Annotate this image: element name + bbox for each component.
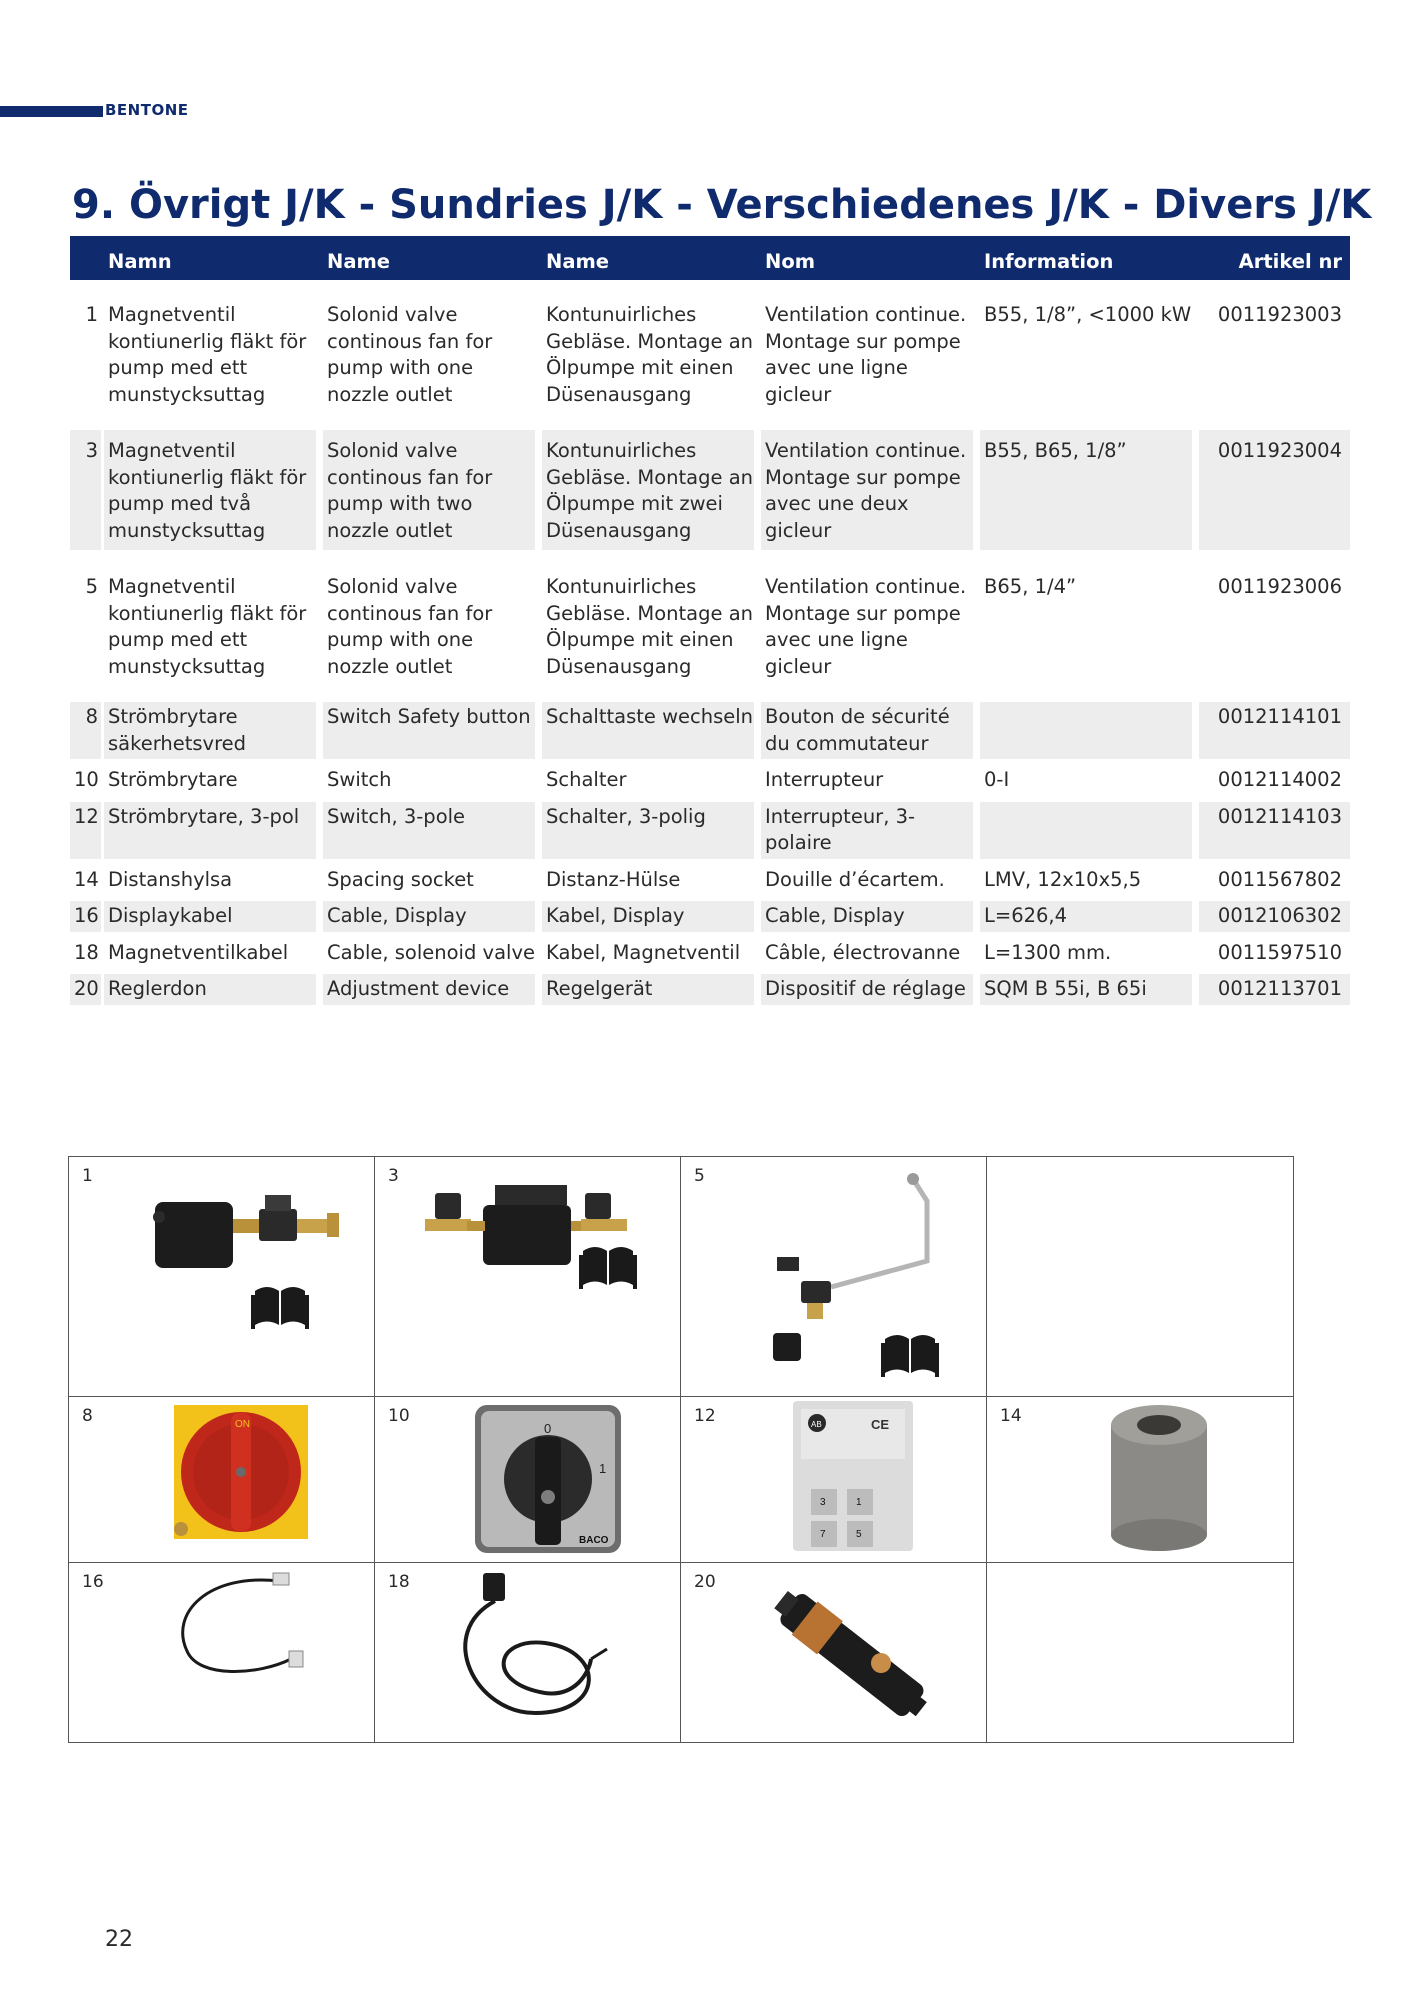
item-article-number: 0011923004	[1199, 430, 1350, 550]
item-info: LMV, 12x10x5,5	[984, 867, 1142, 891]
item-info: 0-I	[984, 768, 1010, 791]
item-name-de: Schalter	[546, 768, 627, 791]
image-label: 10	[388, 1406, 410, 1426]
spacing-socket-image	[987, 1397, 1293, 1563]
item-name-fr: Bouton de sécurité du commutateur	[761, 702, 980, 759]
image-cell-12	[681, 1397, 987, 1563]
item-article-number: 0012106302	[1199, 901, 1350, 932]
image-label: 3	[388, 1166, 399, 1186]
image-label: 16	[82, 1572, 104, 1592]
solenoid-valve-double-image	[375, 1157, 681, 1397]
item-name-sv: Strömbrytare	[108, 768, 238, 791]
adjustment-device-image	[681, 1563, 987, 1742]
header-num	[70, 236, 104, 280]
terminal-label: 7	[820, 1529, 826, 1540]
item-name-fr: Ventilation continue. Montage sur pompe avec une deux gicleur	[761, 430, 980, 550]
item-name-sv: Distanshylsa	[108, 867, 233, 891]
image-cell-18	[375, 1563, 681, 1742]
item-name-en: Solonid valve continous fan for pump with one nozzle outlet	[327, 575, 493, 678]
item-article-number: 0011923003	[1217, 303, 1342, 326]
item-name-sv: Displaykabel	[104, 901, 323, 932]
item-name-sv: Magnetventil kontiunerlig fläkt för pump med två munstycksuttag	[104, 430, 323, 550]
manual-book-icon	[579, 1247, 637, 1289]
item-name-fr: Interrupteur	[765, 768, 884, 791]
image-label: 14	[1000, 1406, 1022, 1426]
item-name-de: Distanz-Hülse	[546, 867, 681, 891]
item-name-en: Cable, Display	[323, 901, 542, 932]
item-name-en: Adjustment device	[323, 974, 542, 1005]
item-article-number: 0011597510	[1217, 940, 1342, 964]
item-number: 20	[70, 974, 104, 1005]
item-name-de: Regelgerät	[542, 974, 761, 1005]
image-cell-14	[987, 1397, 1293, 1563]
image-cell-3	[375, 1157, 681, 1397]
item-article-number: 0012114103	[1199, 802, 1350, 859]
item-name-fr: Dispositif de réglage	[761, 974, 980, 1005]
item-name-sv: Reglerdon	[104, 974, 323, 1005]
ce-mark: CE	[871, 1417, 890, 1432]
header-article-number: Artikel nr	[1199, 236, 1350, 280]
item-name-de: Kabel, Magnetventil	[546, 940, 741, 964]
item-name-fr: Interrupteur, 3-polaire	[761, 802, 980, 859]
terminal-label: 5	[856, 1529, 862, 1540]
table-row	[70, 566, 1350, 686]
item-info: SQM B 55i, B 65i	[980, 974, 1199, 1005]
image-label: 12	[694, 1406, 716, 1426]
header-name-en: Name	[323, 236, 542, 280]
brand-bar	[0, 106, 103, 117]
table-row	[70, 280, 1350, 414]
item-name-sv: Magnetventil kontiunerlig fläkt för pump med ett munstycksuttag	[108, 303, 307, 406]
table-row	[70, 974, 1350, 1005]
image-cell-10	[375, 1397, 681, 1563]
table-row	[70, 765, 1350, 796]
image-cell-5	[681, 1157, 987, 1397]
item-name-en: Solonid valve continous fan for pump with one nozzle outlet	[327, 303, 493, 406]
item-info: L=1300 mm.	[984, 940, 1112, 964]
switch-brand-badge: AB	[811, 1420, 822, 1429]
solenoid-cable-image	[375, 1563, 681, 1742]
image-cell-1	[69, 1157, 375, 1397]
switch-position-1: 1	[599, 1461, 607, 1476]
item-info: B55, 1/8”, <1000 kW	[984, 303, 1192, 326]
image-label: 20	[694, 1572, 716, 1592]
manual-book-icon	[881, 1335, 939, 1377]
item-name-sv: Magnetventil kontiunerlig fläkt för pump med ett munstycksuttag	[108, 575, 307, 678]
rotary-switch-image	[375, 1397, 681, 1563]
page-number: 22	[105, 1927, 133, 1952]
image-label: 5	[694, 1166, 705, 1186]
image-cell-16	[69, 1563, 375, 1742]
item-number: 3	[70, 430, 104, 550]
item-info: B55, B65, 1/8”	[980, 430, 1199, 550]
item-name-fr: Câble, électrovanne	[765, 940, 961, 964]
item-name-en: Spacing socket	[327, 867, 474, 891]
item-info: B65, 1/4”	[984, 575, 1077, 598]
item-info: L=626,4	[980, 901, 1199, 932]
item-info	[980, 702, 1199, 759]
item-article-number: 0011567802	[1217, 867, 1342, 891]
item-name-en: Switch Safety button	[323, 702, 542, 759]
table-row	[70, 430, 1350, 550]
item-name-fr: Ventilation continue. Montage sur pompe avec une ligne gicleur	[765, 575, 967, 678]
item-name-en: Solonid valve continous fan for pump with two nozzle outlet	[323, 430, 542, 550]
solenoid-valve-single-image	[69, 1157, 375, 1397]
image-cell-8	[69, 1397, 375, 1563]
header-namn: Namn	[104, 236, 323, 280]
display-cable-image	[69, 1563, 375, 1742]
image-cell-empty	[987, 1563, 1293, 1742]
switch-brand-label: BACO	[579, 1535, 609, 1546]
header-nom: Nom	[761, 236, 980, 280]
table-row	[70, 938, 1350, 969]
image-label: 18	[388, 1572, 410, 1592]
item-name-de: Schalttaste wechseln	[542, 702, 761, 759]
three-pole-switch-image	[681, 1397, 987, 1563]
safety-switch-image	[69, 1397, 375, 1563]
image-label: 1	[82, 1166, 93, 1186]
parts-image-grid	[68, 1156, 1294, 1743]
item-article-number: 0012114101	[1199, 702, 1350, 759]
item-name-en: Cable, solenoid valve	[327, 940, 535, 964]
item-article-number: 0012114002	[1217, 768, 1342, 791]
item-name-de: Kontunuirliches Gebläse. Montage an Ölpumpe mit zwei Düsenausgang	[542, 430, 761, 550]
table-row	[70, 802, 1350, 859]
item-name-sv: Strömbrytare säkerhetsvred	[104, 702, 323, 759]
item-number: 12	[70, 802, 104, 859]
item-name-de: Schalter, 3-polig	[542, 802, 761, 859]
item-number: 10	[74, 768, 99, 791]
solenoid-valve-with-pipe-image	[681, 1157, 987, 1397]
manual-book-icon	[251, 1287, 309, 1329]
item-name-de: Kontunuirliches Gebläse. Montage an Ölpumpe mit einen Düsenausgang	[546, 303, 753, 406]
item-number: 8	[70, 702, 104, 759]
item-name-en: Switch	[327, 768, 392, 791]
terminal-label: 3	[820, 1497, 826, 1508]
item-article-number: 0012113701	[1199, 974, 1350, 1005]
item-name-de: Kabel, Display	[542, 901, 761, 932]
terminal-label: 1	[856, 1497, 862, 1508]
item-number: 5	[85, 575, 98, 598]
switch-position-0: 0	[544, 1421, 552, 1436]
table-row	[70, 901, 1350, 932]
brand-name: BENTONE	[105, 101, 189, 119]
item-number: 16	[70, 901, 104, 932]
item-name-sv: Strömbrytare, 3-pol	[104, 802, 323, 859]
item-name-fr: Cable, Display	[761, 901, 980, 932]
item-number: 18	[74, 940, 99, 964]
item-name-de: Kontunuirliches Gebläse. Montage an Ölpumpe mit einen Düsenausgang	[546, 575, 753, 678]
item-article-number: 0011923006	[1217, 575, 1342, 598]
header-information: Information	[980, 236, 1199, 280]
item-number: 14	[74, 867, 99, 891]
item-number: 1	[85, 303, 98, 326]
item-name-en: Switch, 3-pole	[323, 802, 542, 859]
table-row	[70, 702, 1350, 759]
switch-on-mark: ON	[235, 1419, 250, 1430]
table-row	[70, 865, 1350, 896]
header-name-de: Name	[542, 236, 761, 280]
item-name-fr: Douille d’écartem.	[765, 867, 945, 891]
item-name-fr: Ventilation continue. Montage sur pompe avec une ligne gicleur	[765, 303, 967, 406]
item-info	[980, 802, 1199, 859]
parts-table	[70, 236, 1350, 1005]
item-name-sv: Magnetventilkabel	[108, 940, 289, 964]
table-header-row	[70, 236, 1350, 280]
section-title: 9. Övrigt J/K - Sundries J/K - Verschiedenes J/K - Divers J/K	[72, 182, 1372, 228]
image-cell-20	[681, 1563, 987, 1742]
image-label: 8	[82, 1406, 93, 1426]
image-cell-empty	[987, 1157, 1293, 1397]
